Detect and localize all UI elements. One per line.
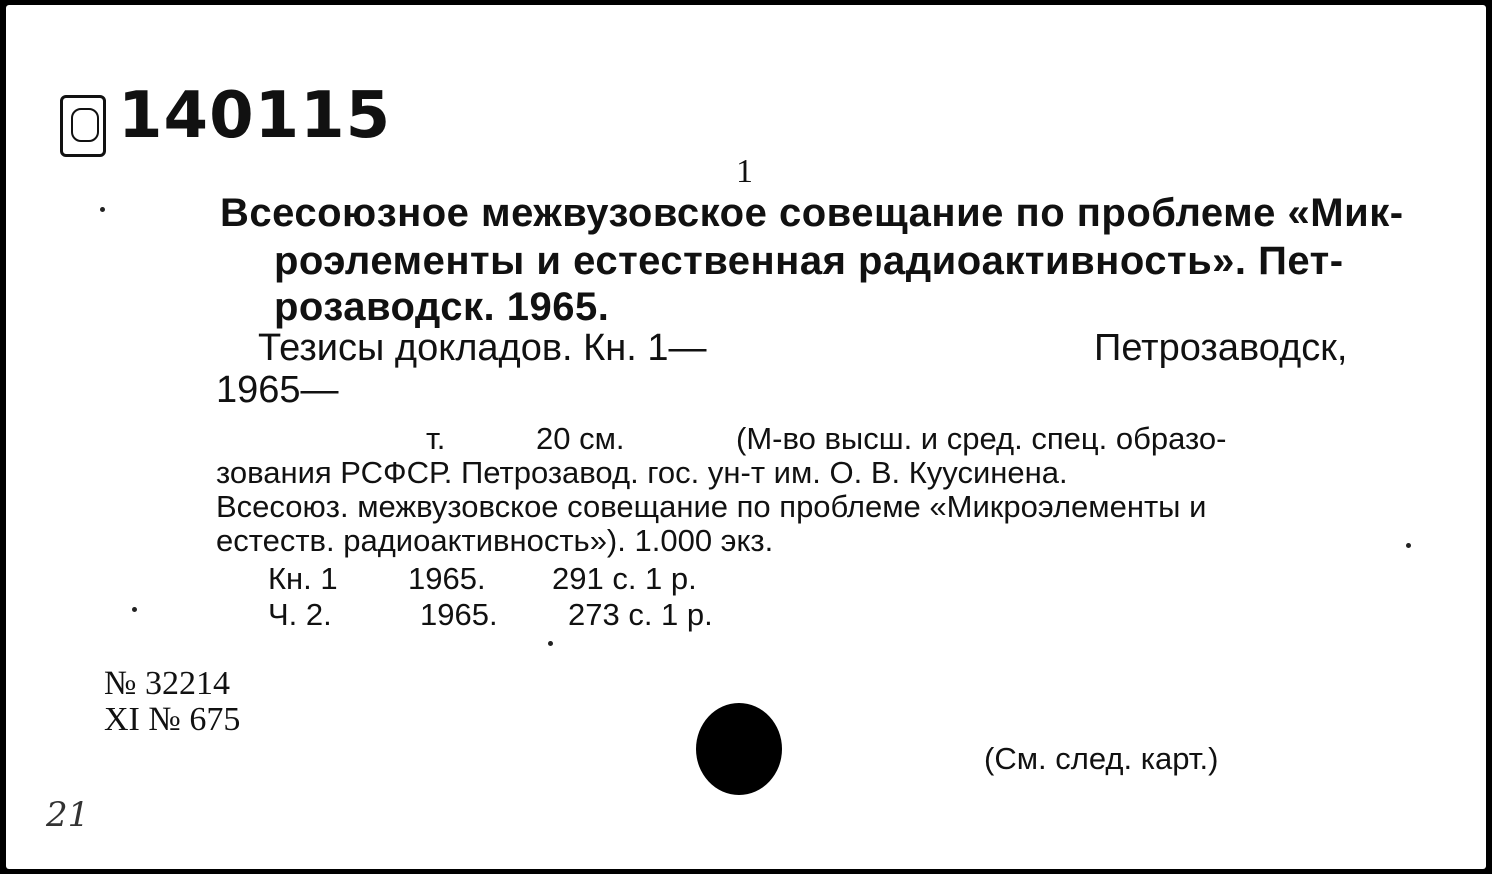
desc-publisher-line-2: зования РСФСР. Петрозавод. гос. ун-т им. О. В. Куусинена. [216,455,1068,490]
title-years: 1965— [216,369,339,411]
card-number: 140115 [118,79,392,153]
handwritten-mark: 21 [46,795,90,835]
speck [132,607,137,612]
volume-1-pages: 291 с. 1 р. [552,561,697,596]
desc-size: 20 см. [536,421,625,456]
desc-publisher-line-4: естеств. радиоактивность»). 1.000 экз. [216,523,774,558]
volume-1-year: 1965. [408,561,486,596]
punch-hole [696,703,782,795]
speck [100,207,105,212]
volume-2-year: 1965. [420,597,498,632]
desc-volumes: т. [426,421,446,456]
continued-note: (См. след. карт.) [984,741,1219,776]
title-left: Тезисы докладов. Кн. 1— [258,327,707,369]
volume-2-label: Ч. 2. [268,597,332,632]
desc-publisher-line-1: (М-во высш. и сред. спец. образо- [736,421,1227,456]
catalog-card [6,5,1486,869]
volume-2-pages: 273 с. 1 р. [568,597,713,632]
sequence-number: 1 [736,153,753,190]
catalog-number: № 32214 [104,665,230,702]
heading-line-1: Всесоюзное межвузовское совещание по проблеме «Мик- [220,191,1404,235]
speck [1406,543,1411,548]
title-place: Петрозаводск, [1094,327,1348,369]
heading-line-2: роэлементы и естественная радиоактивность». Пет- [274,239,1344,283]
heading-line-3: розаводск. 1965. [274,285,610,329]
catalog-subnumber: XI № 675 [104,701,241,738]
desc-publisher-line-3: Всесоюз. межвузовское совещание по проблеме «Микроэлементы и [216,489,1207,524]
volume-1-label: Кн. 1 [268,561,338,596]
library-stamp-icon [60,95,106,157]
speck [548,641,553,646]
